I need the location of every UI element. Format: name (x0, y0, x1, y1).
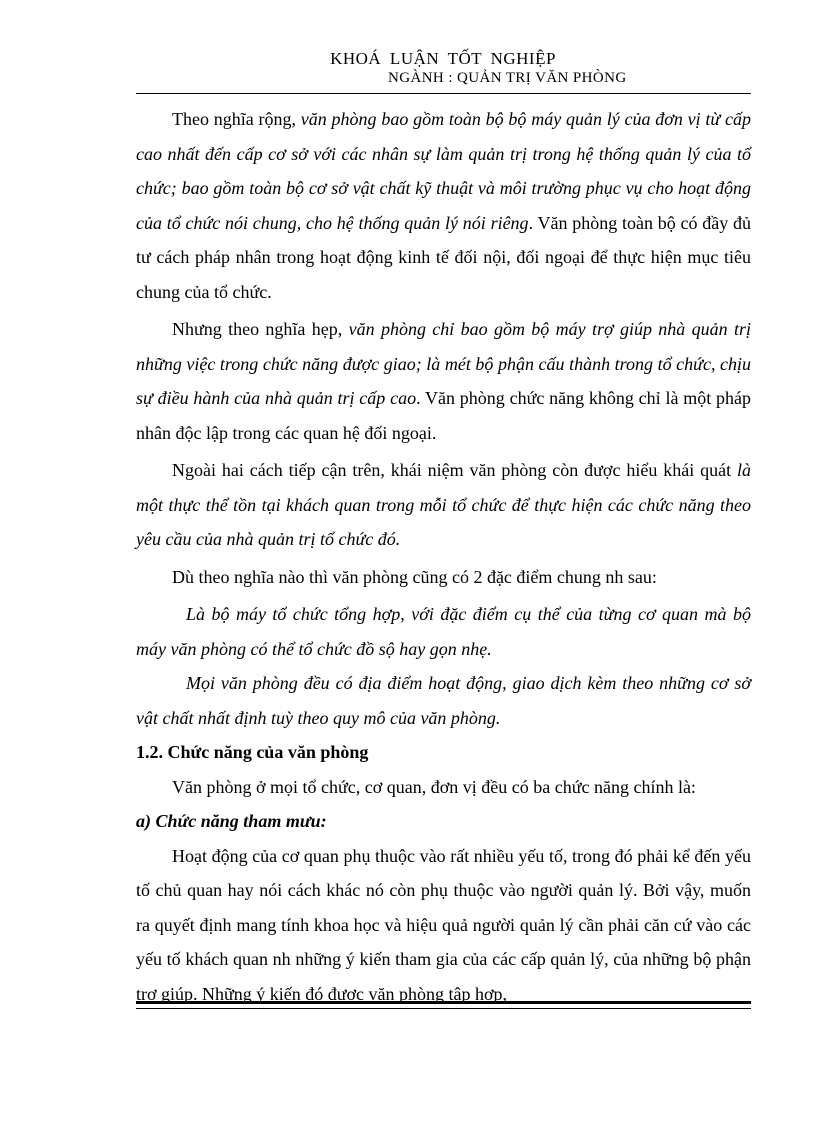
p1-rest: . Văn phòng toàn bộ có đầy đủ tư cách pháp nhân trong hoạt động kinh tế đối nội, đối ngoại để thực hiện mục tiêu chung của tổ chức. (136, 212, 751, 302)
subsection-heading: a) Chức năng tham mưu: (136, 811, 327, 831)
feature-item-2 (136, 666, 751, 735)
document-body (136, 102, 751, 1011)
p2-lead: Nhưng theo nghĩa hẹp, (172, 319, 349, 339)
p1-italic: văn phòng bao gồm toàn bộ bộ máy quản lý của đơn vị từ cấp cao nhất đến cấp cơ sở với các nhân sự làm quản trị trong hệ thống quản lý của tổ chức; bao gồm toàn bộ cơ sở vật chất kỹ thuật và môi trường phục vụ cho hoạt động của tổ chức nói chung, cho hệ thống quản lý nói riêng (136, 109, 751, 233)
footer-double-rule (136, 1001, 751, 1009)
header-rule (136, 93, 751, 94)
feature-item-1 (136, 597, 751, 666)
paragraph-functions-intro: Văn phòng ở mọi tổ chức, cơ quan, đơn vị đều có ba chức năng chính là: (172, 776, 696, 797)
paragraph-general-concept (136, 453, 751, 557)
p2-rest: . Văn phòng chức năng không chỉ là một pháp nhân độc lập trong các quan hệ đối ngoại. (136, 388, 752, 443)
p1-lead: Theo nghĩa rộng, (172, 109, 301, 129)
feature-2-text: Mọi văn phòng đều có địa điểm hoạt động, giao dịch kèm theo những cơ sở vật chất nhất định tuỳ theo quy mô của văn phòng. (136, 673, 751, 728)
feature-1-text: Là bộ máy tổ chức tổng hợp, với đặc điểm cụ thể của từng cơ quan mà bộ máy văn phòng có thể tổ chức đồ sộ hay gọn nhẹ. (136, 604, 751, 659)
header-title: KHOÁ LUẬN TỐT NGHIỆP (330, 49, 556, 68)
p2-italic: văn phòng chỉ bao gồm bộ máy trợ giúp nhà quản trị những việc trong chức năng được giao; là mét bộ phận cấu thành trong tổ chức, chịu sự điều hành của nhà quản trị cấp cao (136, 319, 751, 408)
p3-lead: Ngoài hai cách tiếp cận trên, khái niệm văn phòng còn được hiểu khái quát (172, 460, 737, 480)
paragraph-broad-definition (136, 102, 751, 309)
section-heading: 1.2. Chức năng của văn phòng (136, 742, 369, 762)
paragraph-common-features: Dù theo nghĩa nào thì văn phòng cũng có 2 đặc điểm chung nh sau: (172, 566, 657, 587)
paragraph-advisory-function: Hoạt động của cơ quan phụ thuộc vào rất nhiều yếu tố, trong đó phải kể đến yếu tố chủ quan hay nói cách khác nó còn phụ thuộc vào người quản lý. Bởi vậy, muốn ra quyết định mang tính khoa học và hiệu quả người quản lý cần phải căn cứ vào các yếu tố khách quan nh những ý kiến tham gia của các cấp quản lý, của những bộ phận trợ giúp. Những ý kiến đó được văn phòng tập hợp, (136, 845, 751, 1004)
header-subtitle: NGÀNH : QUẢN TRỊ VĂN PHÒNG (388, 70, 627, 86)
footer-thick-rule (136, 1001, 751, 1004)
footer-thin-rule (136, 1008, 751, 1009)
p3-italic: là một thực thể tồn tại khách quan trong mỗi tổ chức để thực hiện các chức năng theo yêu cầu của nhà quản trị tổ chức đó. (136, 460, 751, 549)
paragraph-narrow-definition (136, 312, 751, 450)
